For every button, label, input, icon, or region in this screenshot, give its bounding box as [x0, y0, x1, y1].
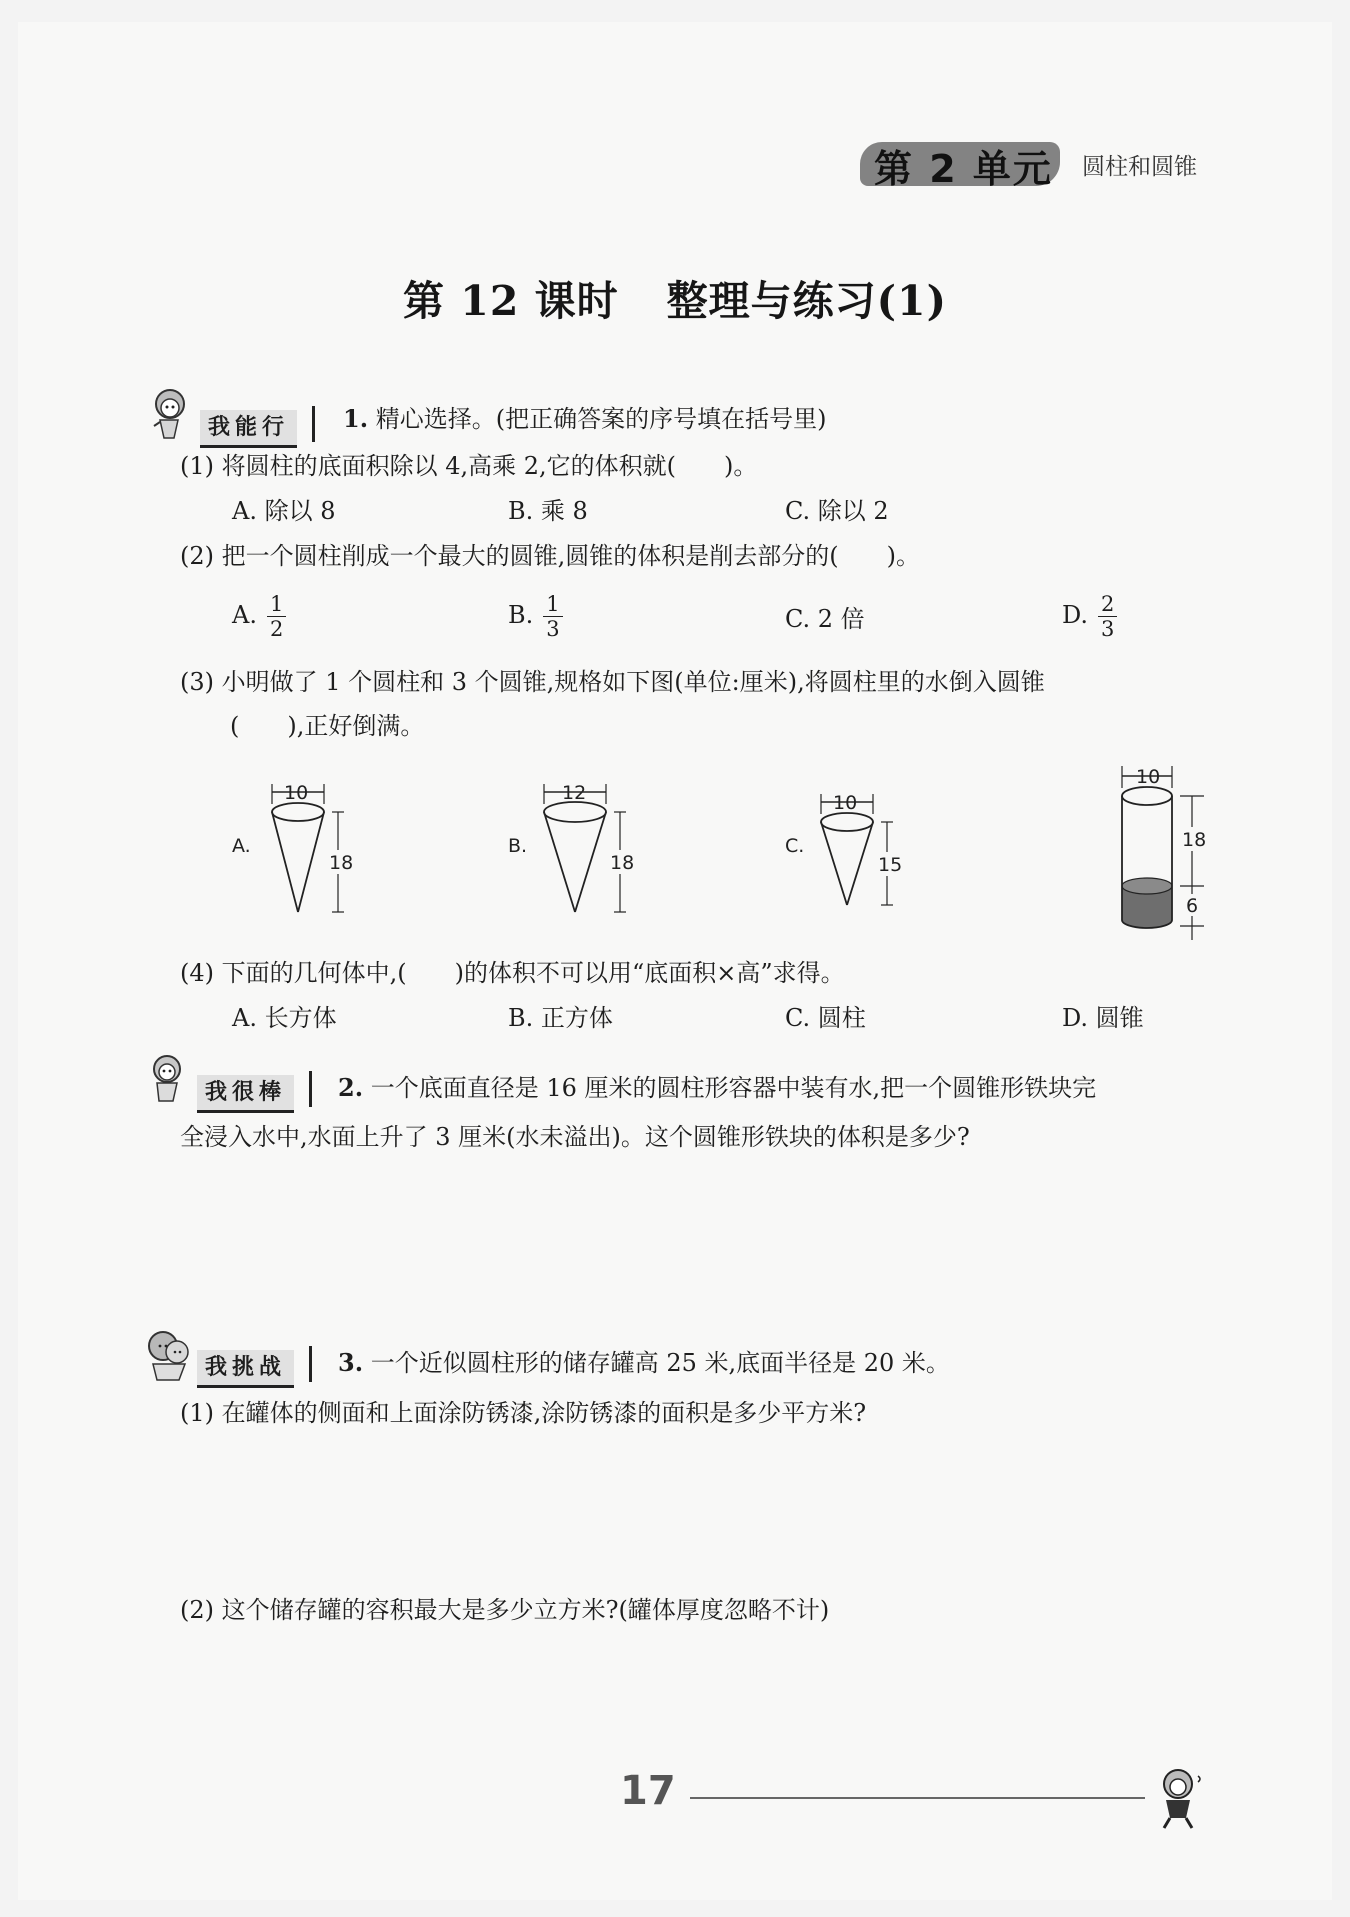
denominator: 3: [1101, 617, 1115, 641]
fraction: [543, 592, 562, 641]
dimension-height: 18: [329, 852, 354, 874]
q3-1-text: (1) 在罐体的侧面和上面涂防锈漆,涂防锈漆的面积是多少平方米?: [180, 1399, 867, 1427]
figure-label: C.: [785, 835, 805, 857]
option-letter: B.: [508, 601, 534, 629]
q1-1-option-b: B. 乘 8: [508, 497, 588, 525]
lesson-number: 第 12 课时: [403, 277, 619, 325]
badge-divider: [312, 406, 315, 442]
dimension-water-height: 6: [1186, 895, 1199, 917]
mascot-pair-icon: [145, 1326, 195, 1388]
dimension-empty-height: 18: [1182, 829, 1207, 851]
badge-label: 我能行: [200, 410, 297, 448]
badge-divider: [309, 1071, 312, 1107]
badge-wonengxing: [148, 400, 318, 454]
numerator: 1: [543, 592, 562, 617]
q1-2-option-b: [508, 592, 563, 641]
dimension-height: 18: [610, 852, 635, 874]
mascot-girl-icon: [148, 386, 198, 448]
cone-figure-c: [785, 790, 915, 924]
fraction: [267, 592, 286, 641]
q1-2-text: (2) 把一个圆柱削成一个最大的圆锥,圆锥的体积是削去部分的( )。: [180, 542, 920, 570]
q1-4-text: (4) 下面的几何体中,( )的体积不可以用“底面积×高”求得。: [180, 959, 845, 987]
q1-heading: [343, 403, 826, 435]
option-letter: D.: [1062, 601, 1089, 629]
q1-4-option-b: B. 正方体: [508, 1004, 613, 1032]
cone-figure-b: [508, 780, 648, 924]
figure-label: B.: [508, 835, 528, 857]
numerator: 2: [1098, 592, 1117, 617]
figure-label: A.: [232, 835, 251, 857]
q2-line1: [338, 1072, 1096, 1104]
numerator: 1: [267, 592, 286, 617]
q1-3-line2: ( ),正好倒满。: [230, 712, 425, 740]
mascot-boy-icon: [145, 1051, 195, 1113]
q2-number: 2.: [338, 1073, 364, 1102]
q3-heading: [338, 1347, 950, 1379]
fraction: [1098, 592, 1117, 641]
unit-header: [860, 138, 1280, 191]
footer-rule: [690, 1797, 1145, 1799]
lesson-title: [0, 268, 1350, 327]
dimension-diameter: 12: [562, 782, 587, 804]
badge-label: 我挑战: [197, 1350, 294, 1388]
dimension-diameter: 10: [284, 782, 309, 804]
page-number: 17: [620, 1768, 676, 1814]
q3-number: 3.: [338, 1348, 364, 1377]
badge-wohenbang: [145, 1065, 315, 1119]
q2-line2: 全浸入水中,水面上升了 3 厘米(水未溢出)。这个圆锥形铁块的体积是多少?: [180, 1123, 970, 1151]
q2-text-1: 一个底面直径是 16 厘米的圆柱形容器中装有水,把一个圆锥形铁块完: [370, 1074, 1097, 1102]
option-letter: A.: [232, 601, 257, 629]
q1-4-option-d: D. 圆锥: [1062, 1004, 1144, 1032]
q1-heading-text: 精心选择。(把正确答案的序号填在括号里): [375, 405, 827, 433]
badge-divider: [309, 1346, 312, 1382]
badge-label: 我很棒: [197, 1075, 294, 1113]
q3-heading-text: 一个近似圆柱形的储存罐高 25 米,底面半径是 20 米。: [370, 1349, 950, 1377]
dimension-diameter: 10: [1136, 766, 1161, 788]
dimension-height: 15: [878, 854, 903, 876]
q1-2-option-a: [232, 592, 286, 641]
q1-1-option-c: C. 除以 2: [785, 497, 889, 525]
unit-subtitle: 圆柱和圆锥: [1082, 154, 1197, 180]
q1-3-line1: (3) 小明做了 1 个圆柱和 3 个圆锥,规格如下图(单位:厘米),将圆柱里的水倒入圆锥: [180, 668, 1045, 696]
q1-2-option-d: [1062, 592, 1117, 641]
q1-4-option-a: A. 长方体: [232, 1004, 337, 1032]
q1-1-option-a: A. 除以 8: [232, 497, 336, 525]
footer-mascot-icon: [1148, 1762, 1218, 1832]
q1-1-text: (1) 将圆柱的底面积除以 4,高乘 2,它的体积就( )。: [180, 452, 758, 480]
denominator: 3: [546, 617, 560, 641]
cone-figure-a: [232, 780, 362, 924]
q1-2-option-c: C. 2 倍: [785, 605, 865, 633]
denominator: 2: [269, 617, 284, 641]
unit-title: 第 2 单元: [874, 147, 1053, 191]
dimension-diameter: 10: [833, 792, 858, 814]
badge-wotiaozhan: [145, 1340, 315, 1394]
q1-number: 1.: [343, 404, 369, 433]
lesson-name: 整理与练习(1): [666, 277, 947, 325]
q3-2-text: (2) 这个储存罐的容积最大是多少立方米?(罐体厚度忽略不计): [180, 1596, 830, 1624]
q1-4-option-c: C. 圆柱: [785, 1004, 866, 1032]
cylinder-figure: [1118, 764, 1238, 948]
